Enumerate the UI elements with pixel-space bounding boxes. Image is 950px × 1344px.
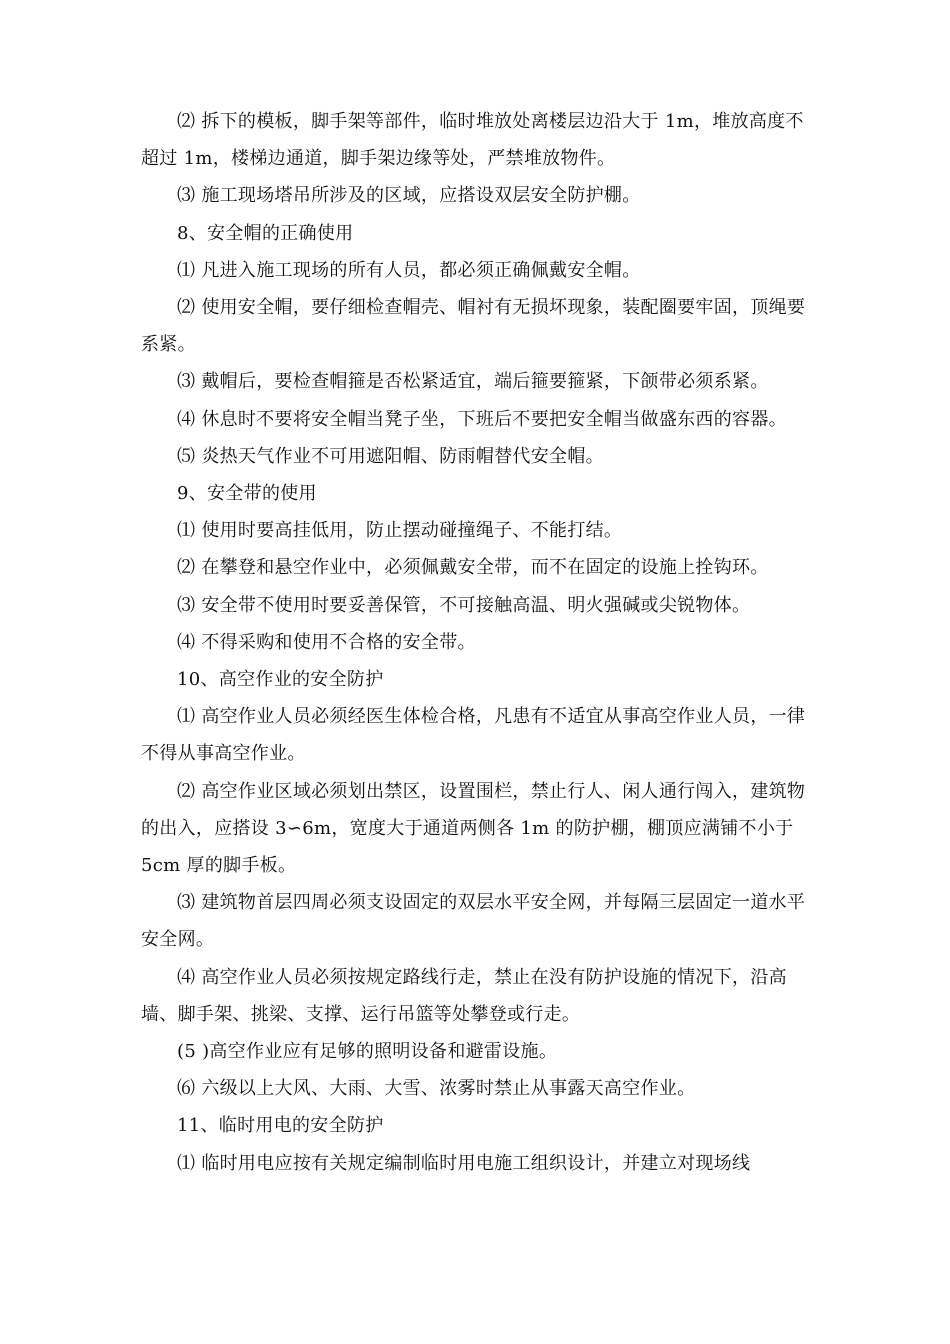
- paragraph: ⑴ 使用时要高挂低用，防止摆动碰撞绳子、不能打结。: [177, 520, 623, 542]
- paragraph: ⑵ 使用安全帽，要仔细检查帽壳、帽衬有无损坏现象，装配圈要牢固，顶绳要系紧。: [141, 297, 806, 356]
- section-heading: 8、安全帽的正确使用: [177, 222, 354, 244]
- paragraph: ⑷ 不得采购和使用不合格的安全带。: [177, 631, 476, 653]
- section-heading: 9、安全带的使用: [177, 483, 317, 505]
- paragraph: ⑷ 高空作业人员必须按规定路线行走，禁止在没有防护设施的情况下，沿高墙、脚手架、挑梁、支撑、运行吊篮等处攀登或行走。: [141, 966, 787, 1025]
- paragraph: ⑸ 炎热天气作业不可用遮阳帽、防雨帽替代安全帽。: [177, 445, 604, 467]
- paragraph: ⑶ 施工现场塔吊所涉及的区域，应搭设双层安全防护棚。: [177, 185, 641, 207]
- paragraph: ⑴ 凡进入施工现场的所有人员，都必须正确佩戴安全帽。: [177, 259, 641, 281]
- paragraph: ⑶ 戴帽后，要检查帽箍是否松紧适宜，端后箍要箍紧，下颌带必须系紧。: [177, 371, 769, 393]
- paragraph: ⑶ 安全带不使用时要妥善保管，不可接触高温、明火强碱或尖锐物体。: [177, 594, 751, 616]
- section-heading: 11、临时用电的安全防护: [177, 1115, 384, 1137]
- paragraph: ⑶ 建筑物首层四周必须支设固定的双层水平安全网，并每隔三层固定一道水平安全网。: [141, 892, 806, 951]
- section-heading: 10、高空作业的安全防护: [177, 669, 384, 691]
- paragraph: ⑵ 高空作业区域必须划出禁区，设置围栏，禁止行人、闲人通行闯入，建筑物的出入，应搭设 3∽6m，宽度大于通道两侧各 1m 的防护棚，棚顶应满铺不小于 5cm 厚的脚手板。: [141, 780, 806, 877]
- document-body: [141, 103, 821, 1182]
- paragraph: (5 )高空作业应有足够的照明设备和避雷设施。: [177, 1041, 558, 1063]
- paragraph: ⑷ 休息时不要将安全帽当凳子坐，下班后不要把安全帽当做盛东西的容器。: [177, 408, 787, 430]
- paragraph: ⑴ 临时用电应按有关规定编制临时用电施工组织设计，并建立对现场线: [177, 1152, 751, 1174]
- paragraph: ⑴ 高空作业人员必须经医生体检合格，凡患有不适宜从事高空作业人员，一律不得从事高空作业。: [141, 706, 806, 765]
- paragraph: ⑵ 在攀登和悬空作业中，必须佩戴安全带，而不在固定的设施上拴钩环。: [177, 557, 769, 579]
- paragraph: ⑹ 六级以上大风、大雨、大雪、浓雾时禁止从事露天高空作业。: [177, 1078, 696, 1100]
- paragraph: ⑵ 拆下的模板，脚手架等部件，临时堆放处离楼层边沿大于 1m，堆放高度不超过 1m，楼梯边通道，脚手架边缘等处，严禁堆放物件。: [141, 111, 804, 170]
